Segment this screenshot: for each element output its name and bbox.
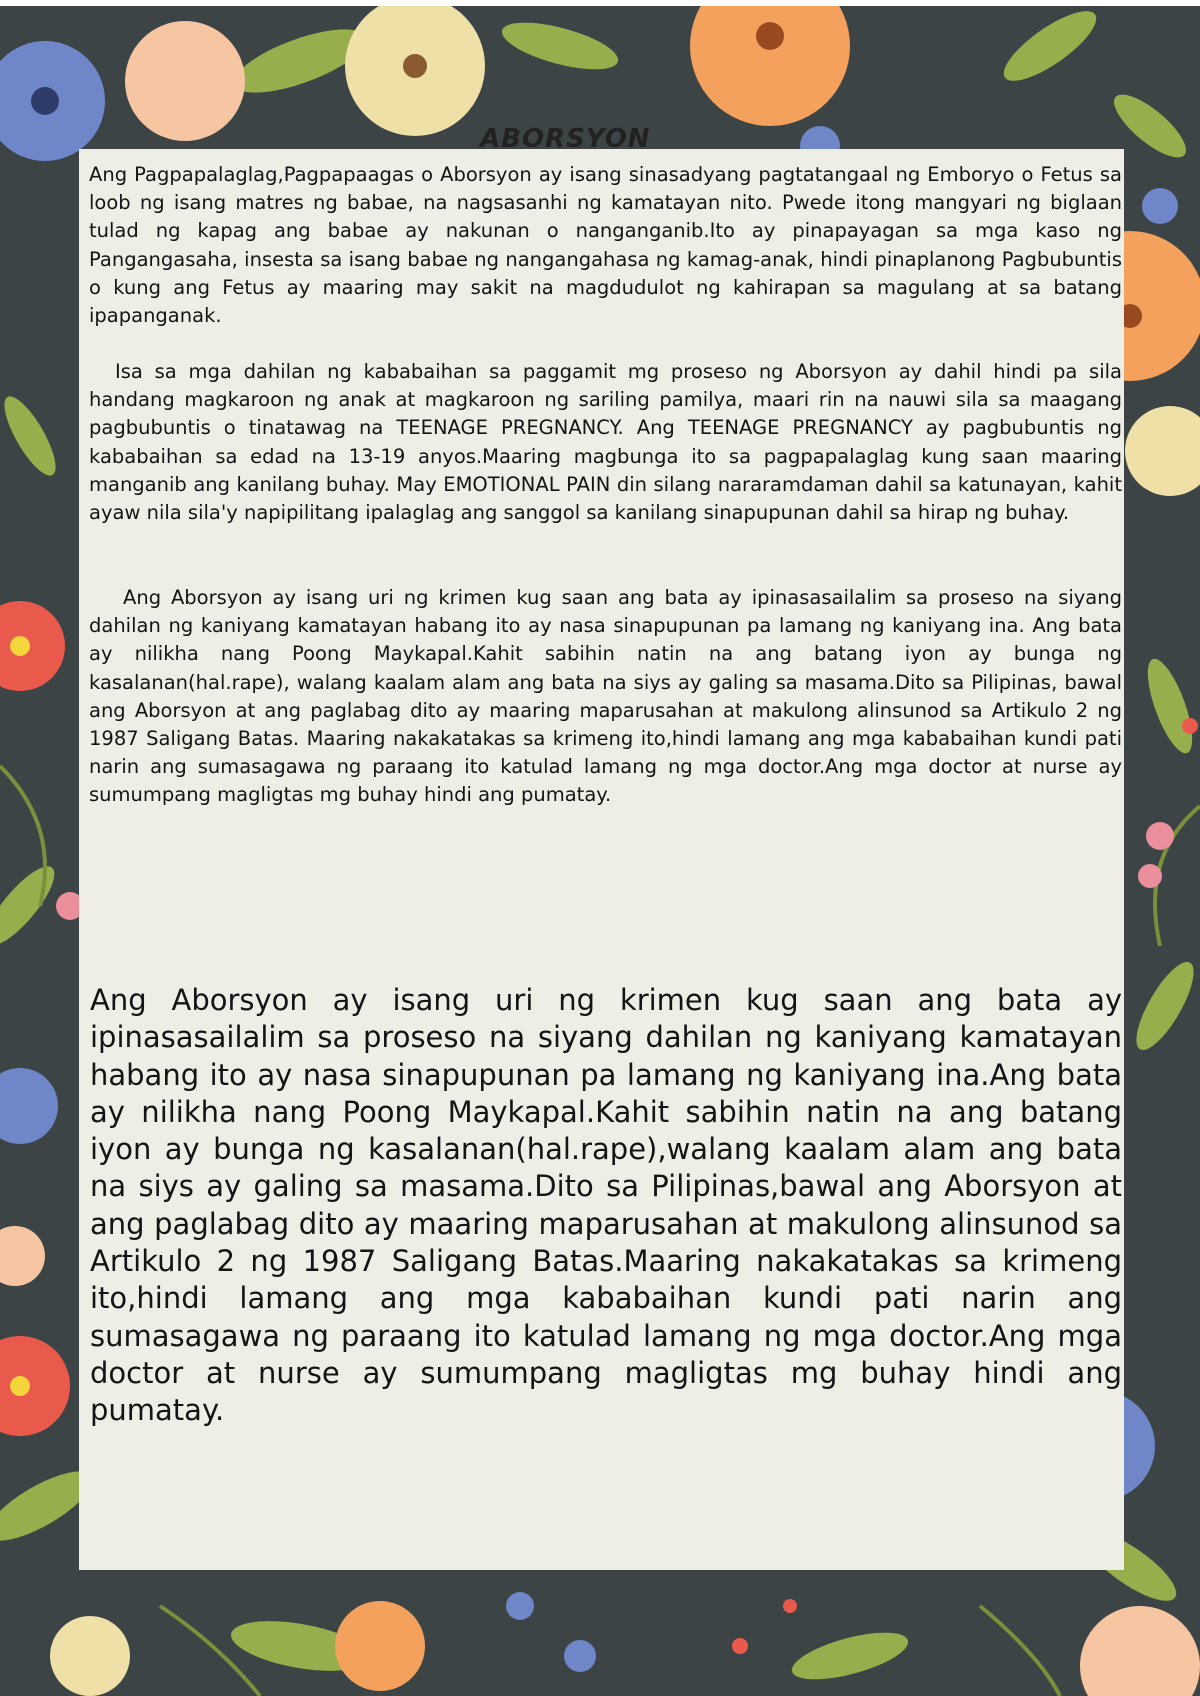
paragraph-4-large: Ang Aborsyon ay isang uri ng krimen kug saan ang bata ay ipinasasailalim sa proseso na siyang dahilan ng kaniyang kamatayan habang ito ay nasa sinapupunan pa lamang ng kaniyang ina.Ang bata ay nilikha nang Poong Maykapal.Kahit sabihin natin na ang batang iyon ay bunga ng kasalanan(hal.rape),walang kaalam alam ang bata na siys ay galing sa masama.Dito sa Pilipinas,bawal ang Aborsyon at ang paglabag dito ay maaring maparusahan at makulong alinsunod sa Artikulo 2 ng 1987 Saligang Batas.Maaring nakakatakas sa krimeng ito,hindi lamang ang mga kababaihan kundi pati narin ang sumasagawa ng paraang ito katulad lamang ng mga doctor.Ang mga doctor at nurse ay sumumpang magligtas mg buhay hindi ang pumatay. [90,983,1122,1428]
document-title: ABORSYON [480,124,651,154]
paragraph-1: Ang Pagpapalaglag,Pagpapaagas o Aborsyon ay isang sinasadyang pagtatangaal ng Emboryo o Fetus sa loob ng isang matres ng babae, na nagsasanhi ng kamatayan nito. Pwede itong mangyari ng biglaan tulad ng kapag ang babae ay nakunan o nanganganib.Ito ay pinapayagan sa mga kaso ng Pangangasaha, insesta sa isang babae ng nangangahasa ng kamag-anak, hindi pinaplanong Pagbubuntis o kung ang Fetus ay maaring may sakit na magdudulot ng kahirapan sa magulang at sa batang ipapanganak. [89,163,1122,328]
paragraph-3: Ang Aborsyon ay isang uri ng krimen kug saan ang bata ay ipinasasailalim sa proseso na siyang dahilan ng kaniyang kamatayan habang ito ay nasa sinapupunan pa lamang ng kaniyang ina. Ang bata ay nilikha nang Poong Maykapal.Kahit sabihin natin na ang batang iyon ay bunga ng kasalanan(hal.rape), walang kaalam alam ang bata na siys ay galing sa masama.Dito sa Pilipinas, bawal ang Aborsyon at ang paglabag dito ay maaring maparusahan at makulong alinsunod sa Artikulo 2 ng 1987 Saligang Batas. Maaring nakakatakas sa krimeng ito,hindi lamang ang mga kababaihan kundi pati narin ang sumasagawa ng paraang ito katulad lamang ng mga doctor.Ang mga doctor at nurse ay sumumpang magligtas mg buhay hindi ang pumatay. [89,586,1122,807]
paragraph-2: Isa sa mga dahilan ng kababaihan sa paggamit mg proseso ng Aborsyon ay dahil hindi pa sila handang magkaroon ng anak at magkaroon ng sariling pamilya, maari rin na nauwi sila sa maagang pagbubuntis o tinatawag na TEENAGE PREGNANCY. Ang TEENAGE PREGNANCY ay pagbubuntis ng kababaihan sa edad na 13-19 anyos.Maaring magbunga ito sa pagpapalaglag kung saan maaring manganib ang kanilang buhay. May EMOTIONAL PAIN din silang nararamdaman dahil sa katunayan, kahit ayaw nila sila'y napipilitang ipalaglag ang sanggol sa kanilang sinapupunan dahil sa hirap ng buhay. [89,360,1122,525]
